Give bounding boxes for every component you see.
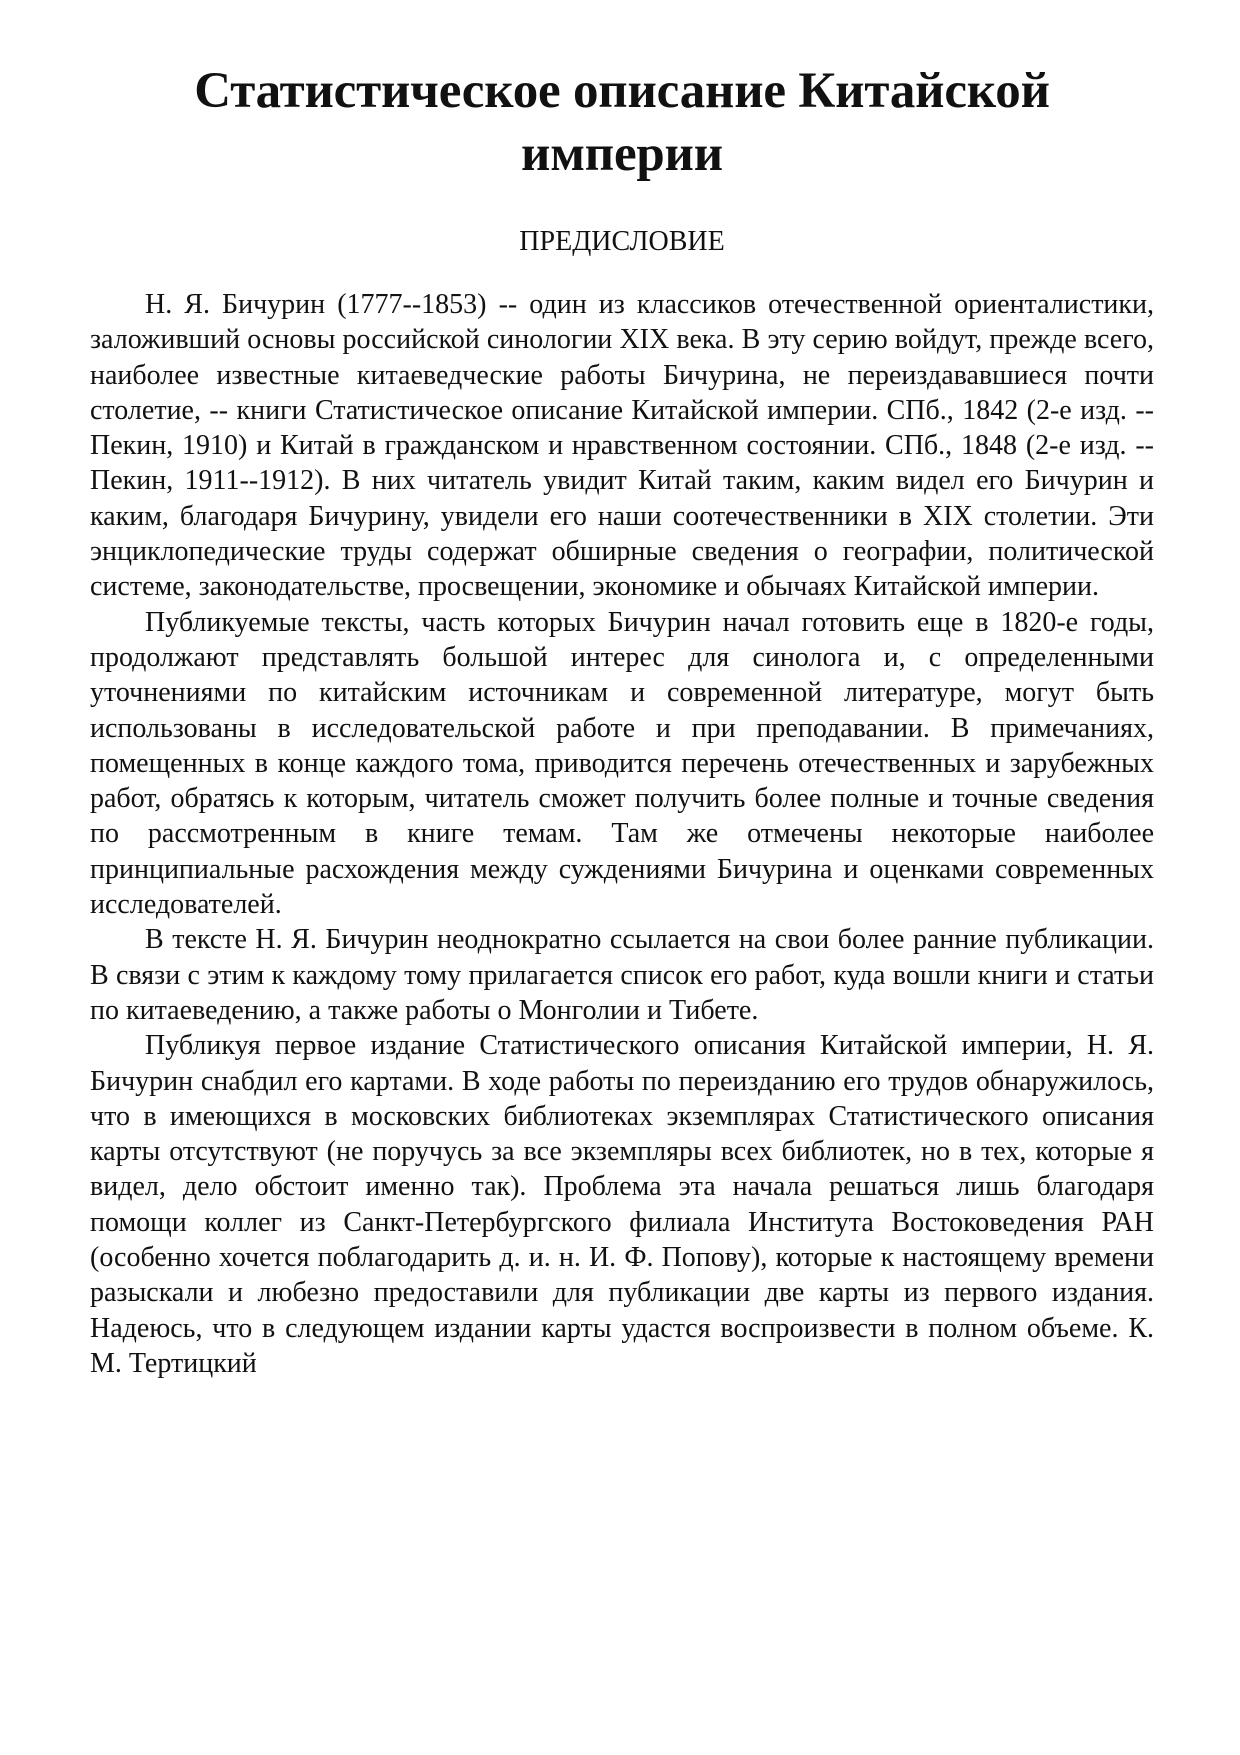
paragraph: Н. Я. Бичурин (1777--1853) -- один из классиков отечественной ориенталистики, заложивший основы российской синологии XIX века. В эту серию войдут, прежде всего, наиболее известные китаеведческие работы Бичурина, не переиздававшиеся почти столетие, -- книги Статистическое описание Китайской империи. СПб., 1842 (2-е изд. -- Пекин, 1910) и Китай в гражданском и нравственном состоянии. СПб., 1848 (2-е изд. -- Пекин, 1911--1912). В них читатель увидит Китай таким, каким видел его Бичурин и каким, благодаря Бичурину, увидели его наши соотечественники в XIX столетии. Эти энциклопедические труды содержат обширные сведения о географии, политической системе, законодательстве, просвещении, экономике и обычаях Китайской империи. — [90, 289, 1154, 603]
paragraph: Публикуя первое издание Статистического описания Китайской империи, Н. Я. Бичурин снабдил его картами. В ходе работы по переизданию его трудов обнаружилось, что в имеющихся в московских библиотеках экземплярах Статистического описания карты отсутствуют (не поручусь за все экземпляры всех библиотек, но в тех, которые я видел, дело обстоит именно так). Проблема эта начала решаться лишь благодаря помощи коллег из Санкт-Петербургского филиала Института Востоковедения РАН (особенно хочется поблагодарить д. и. н. И. Ф. Попову), которые к настоящему времени разыскали и любезно предоставили для публикации две карты из первого издания. Надеюсь, что в следующем издании карты удастся воспроизвести в полном объеме. К. М. Тертицкий — [90, 1030, 1154, 1379]
document-title: Статистическое описание Китайской империи — [194, 63, 1050, 182]
paragraph: Публикуемые тексты, часть которых Бичурин начал готовить еще в 1820-е годы, продолжают представлять большой интерес для синолога и, с определенными уточнениями по китайским источникам и современной литературе, могут быть использованы в исследовательской работе и при преподавании. В примечаниях, помещенных в конце каждого тома, приводится перечень отечественных и зарубежных работ, обратясь к которым, читатель сможет получить более полные и точные сведения по рассмотренным в книге темам. Там же отмечены некоторые наиболее принципиальные расхождения между суждениями Бичурина и оценками современных исследователей. — [90, 606, 1154, 921]
document-page — [90, 60, 1154, 1381]
section-heading: ПРЕДИСЛОВИЕ — [519, 226, 725, 257]
body-text — [90, 287, 1154, 1381]
paragraph: В тексте Н. Я. Бичурин неоднократно ссылается на свои более ранние публикации. В связи с этим к каждому тому прилагается список его работ, куда вошли книги и статьи по китаеведению, а также работы о Монголии и Тибете. — [90, 924, 1154, 1026]
